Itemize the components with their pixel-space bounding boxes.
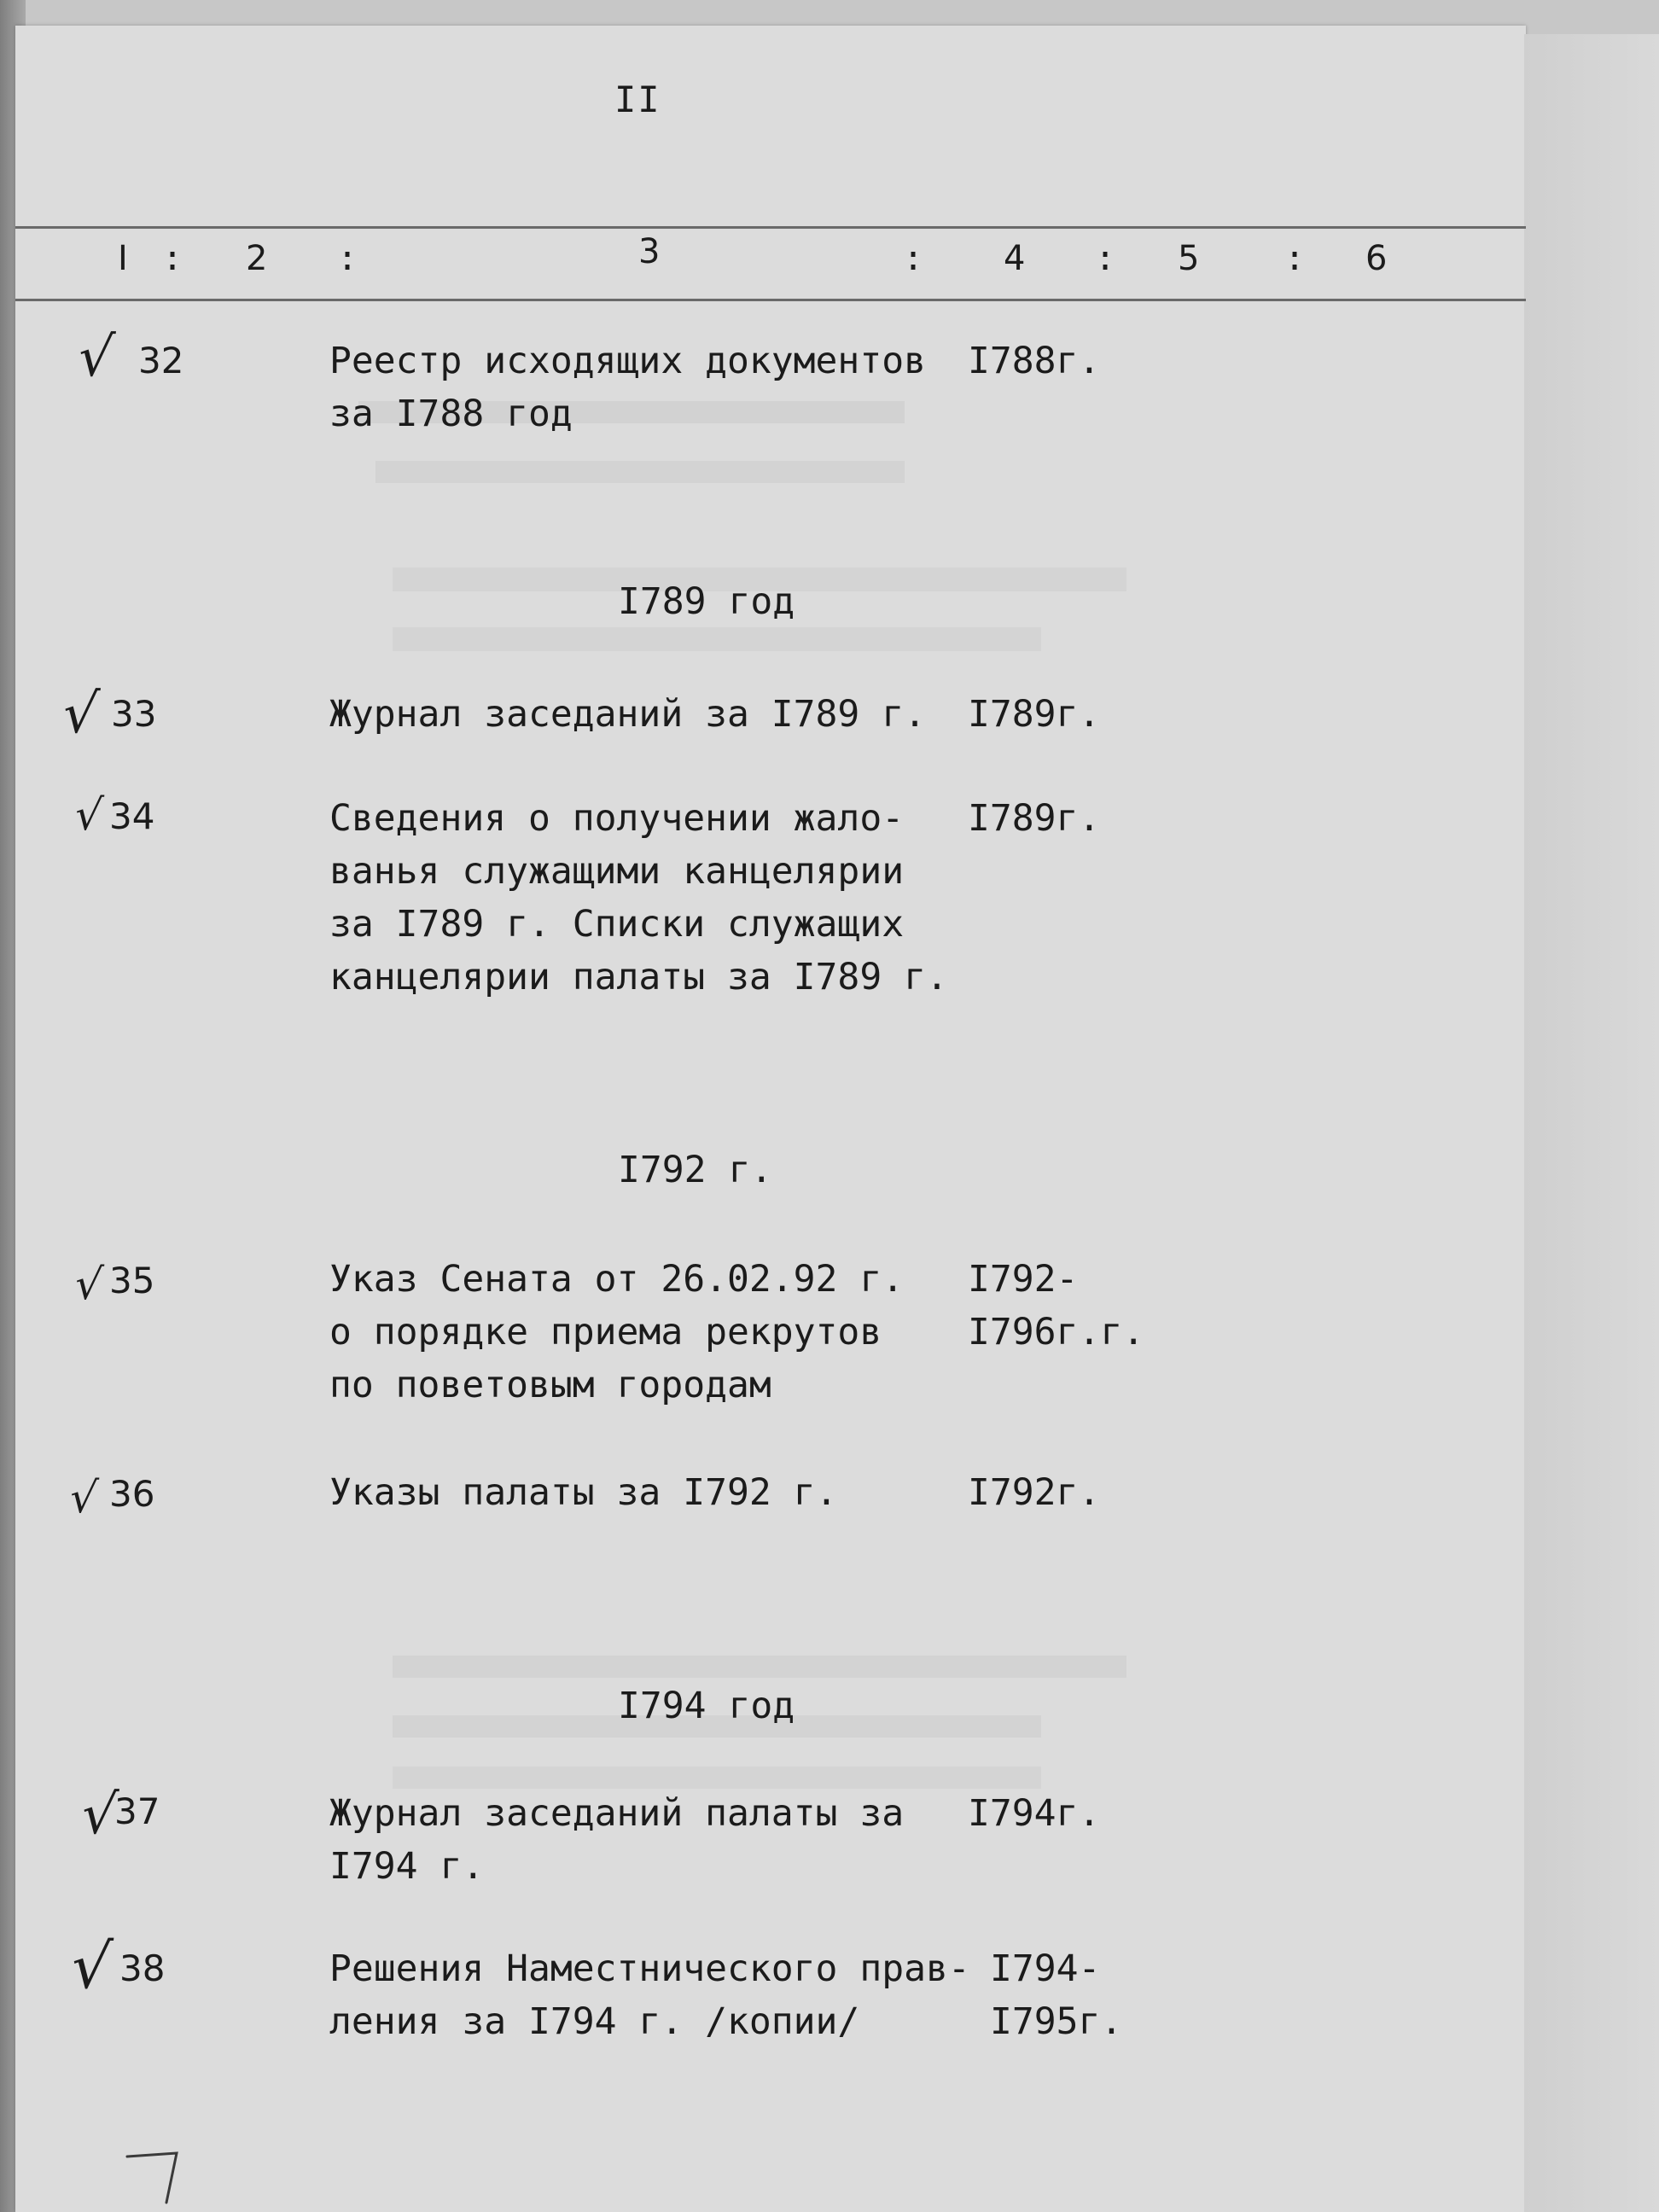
column-header-2: 2	[246, 239, 268, 278]
entry-date: I789г.	[968, 693, 1101, 736]
pencil-mark-icon	[124, 2146, 192, 2206]
section-heading: I792 г.	[618, 1149, 773, 1191]
column-header-3: 3	[638, 232, 661, 271]
entry-number: 35	[109, 1260, 155, 1301]
entry-date: I789г.	[968, 797, 1101, 840]
entry-title: Реестр исходящих документов за I788 год	[329, 340, 926, 435]
entry-title: Решения Наместнического прав- ления за I794 г. /копии/	[329, 1947, 970, 2043]
entry-date: I794г.	[968, 1792, 1101, 1835]
check-mark-icon: √	[72, 790, 105, 840]
column-separator: :	[162, 239, 183, 278]
entry-title: Указ Сената от 26.02.92 г. о порядке приема рекрутов по поветовым городам	[329, 1258, 905, 1406]
entry-title: Указы палаты за I792 г.	[329, 1471, 838, 1514]
entry-title: Журнал заседаний палаты за I794 г.	[329, 1792, 905, 1888]
column-separator: :	[1095, 239, 1116, 278]
entry-number: 36	[109, 1473, 155, 1515]
column-header-1: I	[118, 239, 128, 278]
check-mark-icon: √	[79, 1784, 120, 1847]
check-mark-icon: √	[67, 1473, 100, 1522]
entry-date: I788г.	[968, 340, 1101, 382]
page-number: II	[614, 79, 661, 120]
check-mark-icon: √	[67, 1930, 115, 2002]
check-mark-icon: √	[75, 326, 117, 389]
entry-title: Сведения о получении жало- ванья служащими канцелярии за I789 г. Списки служащих канцелярии палаты за I789 г.	[329, 797, 948, 998]
entry-date: I792г.	[968, 1471, 1101, 1514]
entry-number: 34	[109, 795, 155, 837]
entry-number: 32	[138, 340, 184, 381]
section-heading: I789 год	[618, 580, 795, 623]
column-header-6: 6	[1365, 239, 1388, 278]
entry-date: I792- I796г.г.	[968, 1258, 1145, 1353]
column-separator: :	[1284, 239, 1306, 278]
entry-number: 37	[114, 1790, 160, 1832]
entry-date: I794- I795г.	[990, 1947, 1123, 2043]
section-heading: I794 год	[618, 1685, 795, 1727]
header-bottom-rule	[15, 299, 1526, 301]
entry-title: Журнал заседаний за I789 г.	[329, 693, 926, 736]
underlying-page	[1524, 34, 1659, 2212]
entry-number: 38	[119, 1947, 166, 1989]
check-mark-icon: √	[72, 1260, 105, 1309]
column-header-5: 5	[1178, 239, 1200, 278]
header-top-rule	[15, 226, 1526, 229]
column-header-4: 4	[1004, 239, 1026, 278]
column-separator: :	[337, 239, 358, 278]
column-separator: :	[903, 239, 924, 278]
check-mark-icon: √	[60, 683, 102, 746]
entry-number: 33	[111, 693, 157, 735]
